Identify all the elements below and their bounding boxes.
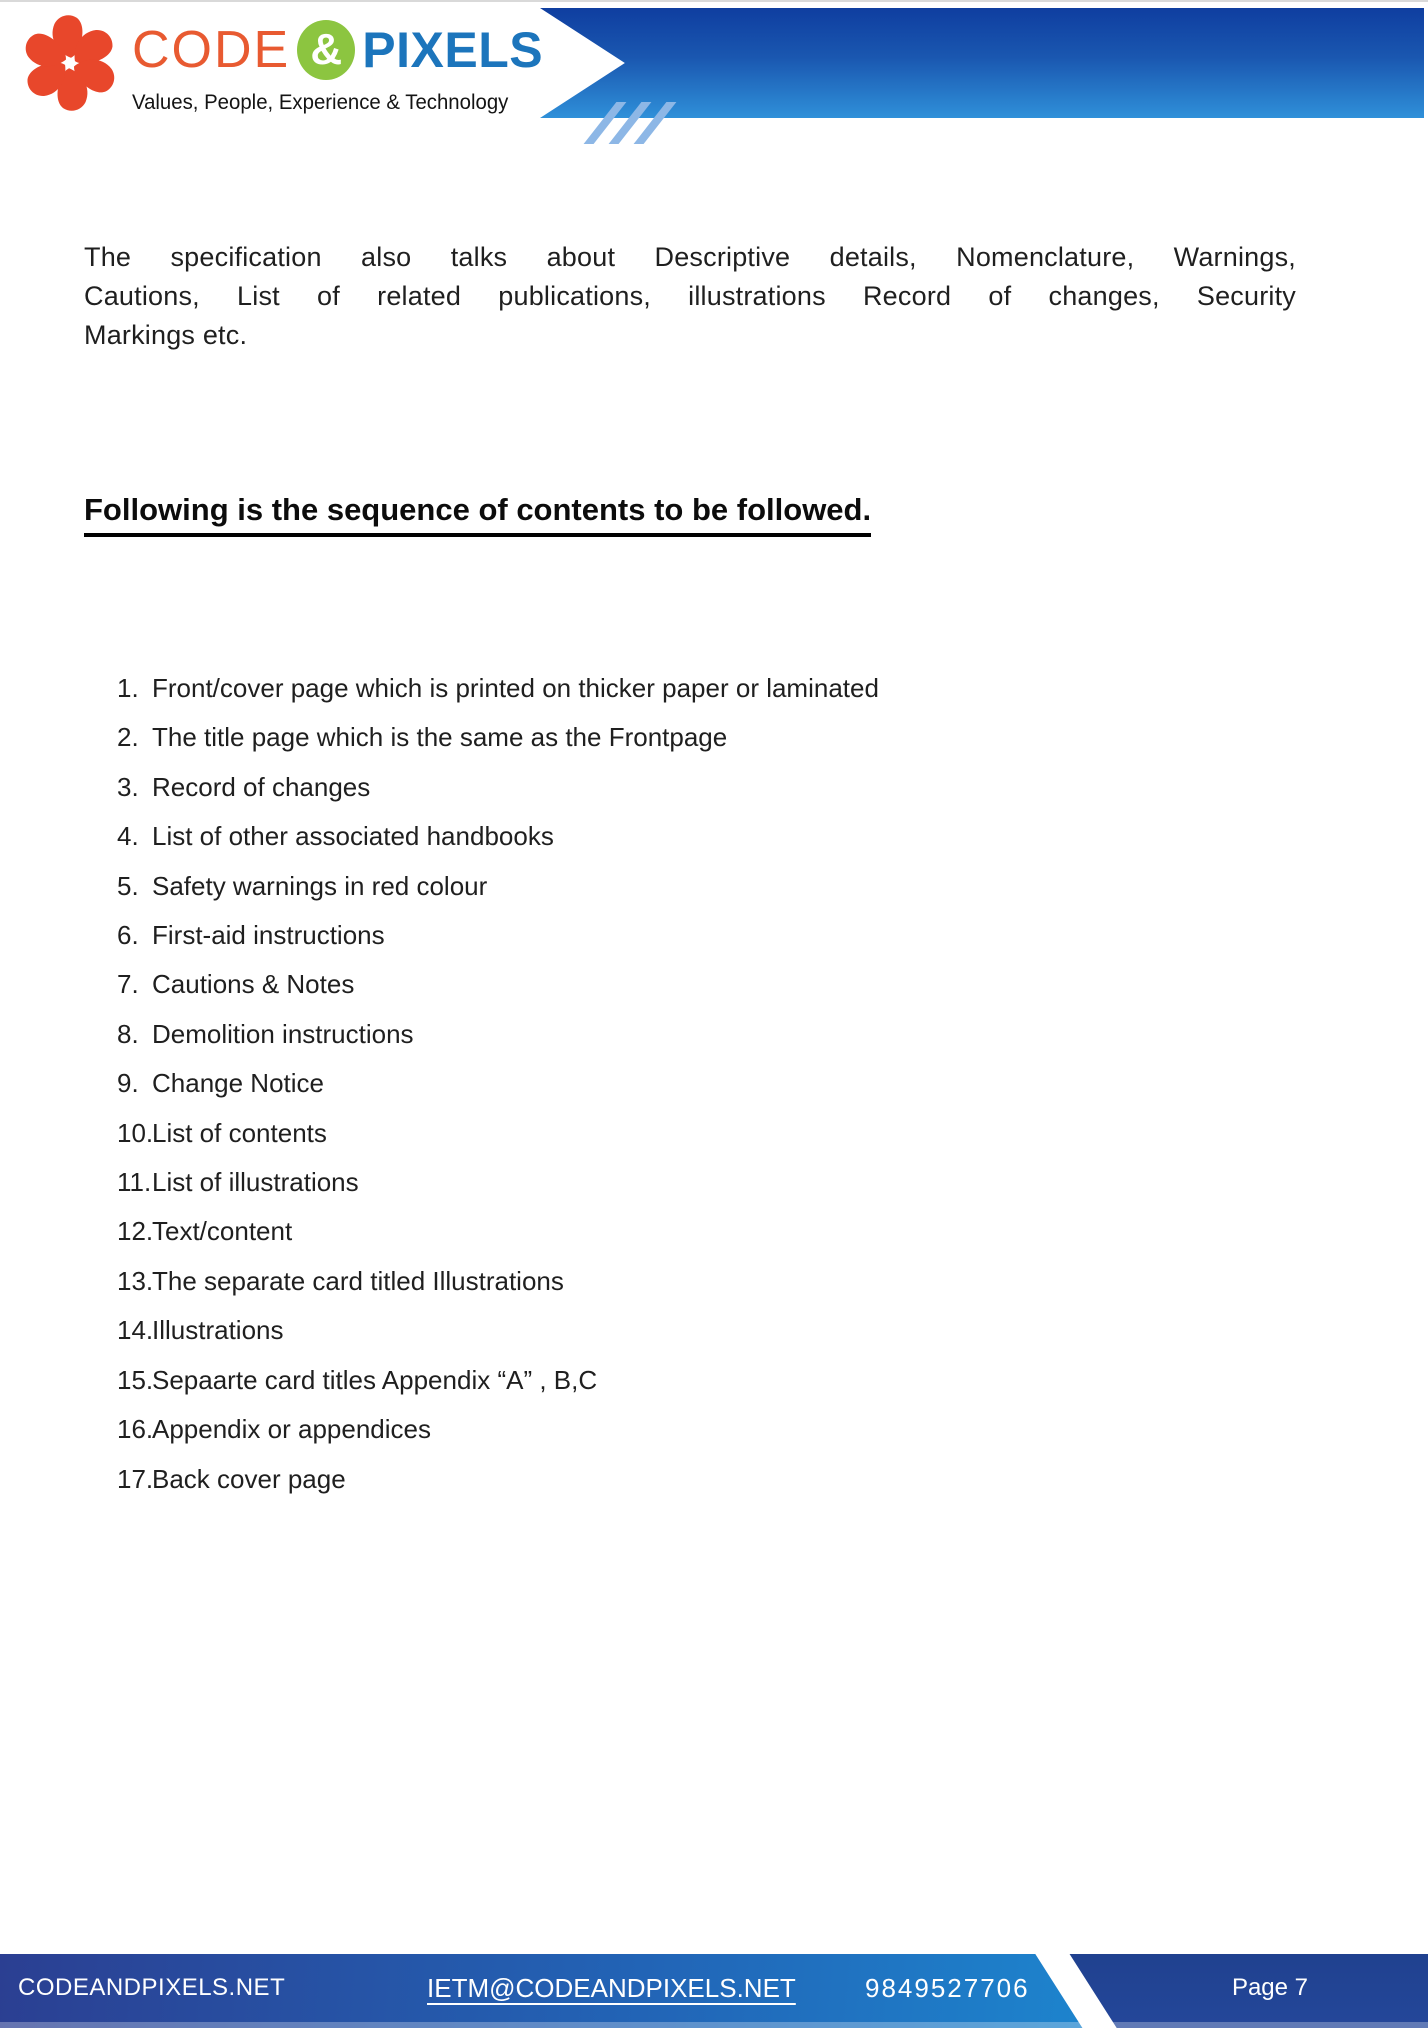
list-item <box>117 763 879 812</box>
ampersand-badge-icon: & <box>297 20 355 80</box>
paragraph-line: Cautions, List of related publications, illustrations Record of changes, Security <box>84 281 1296 311</box>
list-item <box>117 812 879 861</box>
top-divider <box>0 0 1428 2</box>
list-item <box>117 1306 879 1355</box>
brand-row <box>132 12 543 88</box>
list-item <box>117 1455 879 1504</box>
list-item-number: 8. <box>117 1018 139 1049</box>
footer-phone: 9849527706 <box>865 1973 1030 2003</box>
list-item <box>117 911 879 960</box>
paragraph-line: The specification also talks about Descriptive details, Nomenclature, Warnings, <box>84 242 1296 272</box>
list-item-text: The title page which is the same as the Frontpage <box>152 722 728 753</box>
list-item <box>117 713 879 762</box>
list-item-number: 14. <box>117 1315 154 1346</box>
list-item <box>117 1257 879 1306</box>
list-item <box>117 1109 879 1158</box>
list-item <box>117 1059 879 1108</box>
list-item-number: 16. <box>117 1414 154 1445</box>
list-item-number: 13. <box>117 1265 154 1296</box>
list-item-text: Appendix or appendices <box>152 1414 431 1445</box>
brand-code: CODE <box>132 21 291 79</box>
list-item-number: 1. <box>117 673 139 703</box>
pinwheel-flower-icon <box>18 8 122 118</box>
brand-pixels: PIXELS <box>362 22 544 78</box>
list-item-text: Cautions & Notes <box>152 969 355 1000</box>
list-item-number: 10. <box>117 1117 154 1148</box>
logo-text <box>132 8 543 115</box>
list-item-number: 2. <box>117 722 139 753</box>
list-item-text: Text/content <box>152 1216 293 1247</box>
footer-email-link[interactable]: IETM@CODEANDPIXELS.NET <box>427 1973 796 2003</box>
list-item-text: Sepaarte card titles Appendix “A” , B,C <box>152 1364 598 1395</box>
footer-website: CODEANDPIXELS.NET <box>18 1974 286 2001</box>
list-item-number: 12. <box>117 1216 154 1247</box>
list-item-text: Safety warnings in red colour <box>152 870 488 901</box>
list-item-text: Demolition instructions <box>152 1018 414 1049</box>
list-item <box>117 862 879 911</box>
list-item-text: List of contents <box>152 1117 327 1148</box>
list-item-text: Front/cover page which is printed on thicker paper or laminated <box>152 673 879 703</box>
list-item-number: 17. <box>117 1463 154 1494</box>
list-item-number: 3. <box>117 771 139 802</box>
section-heading: Following is the sequence of contents to be followed. <box>84 492 871 537</box>
list-item <box>117 1356 879 1405</box>
intro-paragraph <box>84 238 1296 355</box>
list-item <box>117 1207 879 1256</box>
contents-sequence-list <box>117 664 879 1504</box>
list-item-text: Illustrations <box>152 1315 284 1346</box>
company-logo <box>18 8 543 118</box>
list-item-text: Change Notice <box>152 1068 324 1099</box>
list-item-number: 7. <box>117 969 139 1000</box>
list-item-text: The separate card titled Illustrations <box>152 1265 564 1296</box>
list-item-text: Back cover page <box>152 1463 346 1494</box>
paragraph-line: Markings etc. <box>84 320 248 350</box>
list-item-text: Record of changes <box>152 771 371 802</box>
list-item <box>117 1405 879 1454</box>
list-item-number: 15. <box>117 1364 154 1395</box>
list-item <box>117 960 879 1009</box>
list-item-text: List of other associated handbooks <box>152 821 554 852</box>
list-item-number: 5. <box>117 870 139 901</box>
list-item <box>117 664 879 713</box>
list-item-text: First-aid instructions <box>152 920 385 951</box>
page-footer <box>0 1954 1428 2028</box>
brand-tagline: Values, People, Experience & Technology <box>132 91 509 114</box>
footer-bottom-edge <box>0 2022 1428 2028</box>
list-item-number: 6. <box>117 920 139 951</box>
list-item-number: 9. <box>117 1068 139 1099</box>
list-item <box>117 1010 879 1059</box>
footer-page-number: Page 7 <box>1231 1974 1309 2001</box>
list-item-text: List of illustrations <box>152 1167 359 1198</box>
list-item-number: 4. <box>117 821 139 852</box>
list-item-number: 11. <box>117 1167 152 1198</box>
list-item <box>117 1158 879 1207</box>
